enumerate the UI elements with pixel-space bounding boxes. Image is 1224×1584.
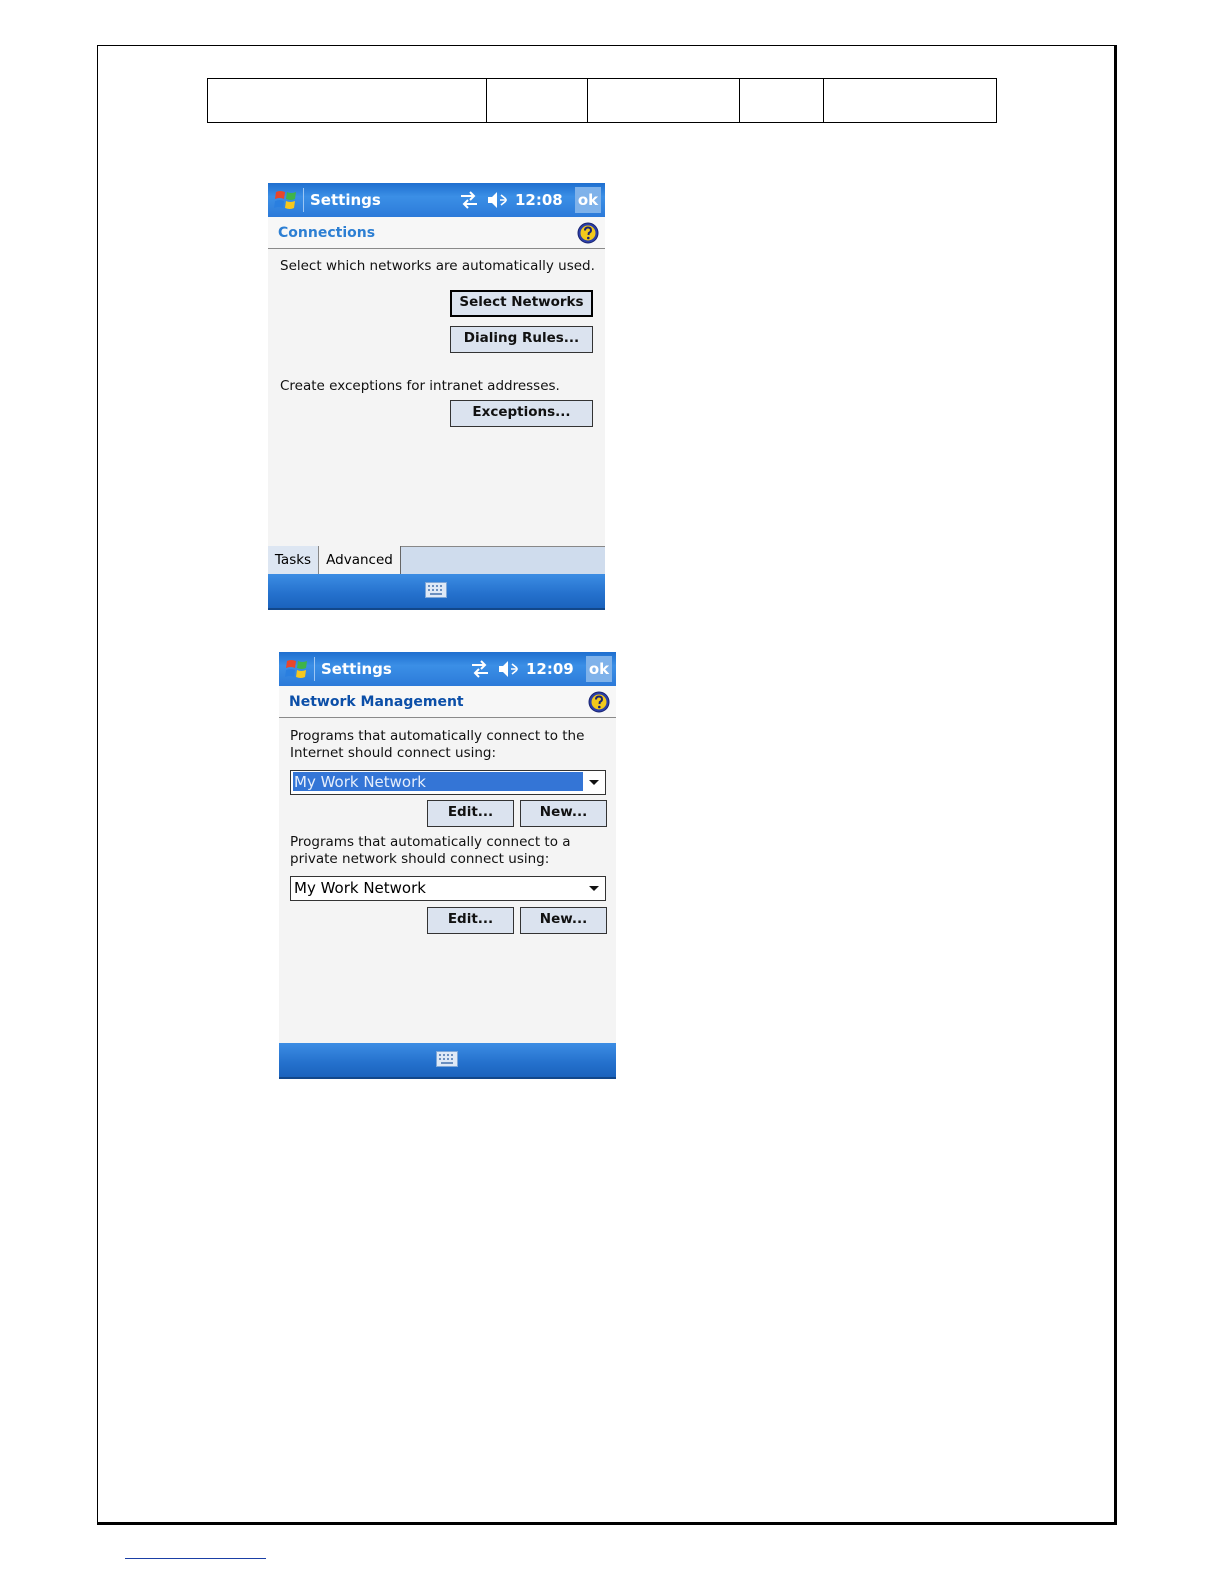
connectivity-icon[interactable] — [458, 190, 480, 210]
title-separator — [303, 188, 304, 212]
page-header — [279, 686, 616, 718]
internet-network-dropdown[interactable] — [290, 770, 606, 795]
exceptions-button[interactable]: Exceptions... — [450, 400, 593, 427]
title-bar — [279, 652, 616, 686]
private-edit-button[interactable]: Edit... — [427, 907, 514, 934]
network-management-screenshot — [279, 652, 616, 1079]
connections-screenshot — [268, 183, 605, 610]
app-title: Settings — [321, 660, 392, 678]
ok-button[interactable]: ok — [586, 656, 612, 682]
speaker-muted-icon[interactable] — [486, 190, 510, 210]
connectivity-icon[interactable] — [469, 659, 491, 679]
help-icon[interactable] — [588, 691, 610, 713]
private-network-value: My Work Network — [294, 879, 426, 897]
tab-tasks[interactable]: Tasks — [268, 546, 319, 576]
private-new-button[interactable]: New... — [520, 907, 607, 934]
private-description-line: Programs that automatically connect to a — [290, 834, 571, 850]
internet-description-line: Programs that automatically connect to the — [290, 728, 585, 744]
page-title: Network Management — [289, 694, 464, 710]
header-cell — [487, 79, 588, 123]
header-cell — [740, 79, 824, 123]
networks-description: Select which networks are automatically used. — [280, 258, 595, 274]
internet-description — [290, 728, 584, 762]
internet-network-value: My Work Network — [293, 772, 583, 791]
select-networks-button[interactable]: Select Networks — [450, 290, 593, 317]
windows-flag-icon[interactable] — [273, 187, 299, 213]
tab-strip — [268, 546, 605, 577]
footer-rule — [125, 1558, 266, 1559]
internet-description-line: Internet should connect using: — [290, 745, 497, 761]
page-header — [268, 217, 605, 249]
header-table — [207, 78, 997, 123]
header-cell — [824, 79, 997, 123]
page-title: Connections — [278, 225, 376, 241]
private-description-line: private network should connect using: — [290, 851, 550, 867]
title-separator — [314, 657, 315, 681]
soft-key-bar — [268, 574, 605, 610]
header-cell — [208, 79, 487, 123]
exceptions-description: Create exceptions for intranet addresses. — [280, 378, 560, 394]
clock[interactable]: 12:08 — [515, 191, 563, 209]
help-icon[interactable] — [577, 222, 599, 244]
dialing-rules-button[interactable]: Dialing Rules... — [450, 326, 593, 353]
private-network-dropdown[interactable] — [290, 876, 606, 901]
internet-edit-button[interactable]: Edit... — [427, 800, 514, 827]
internet-new-button[interactable]: New... — [520, 800, 607, 827]
header-cell — [588, 79, 740, 123]
tab-advanced[interactable]: Advanced — [319, 546, 401, 577]
app-title: Settings — [310, 191, 381, 209]
soft-key-bar — [279, 1043, 616, 1079]
title-bar — [268, 183, 605, 217]
windows-flag-icon[interactable] — [284, 656, 310, 682]
chevron-down-icon[interactable] — [585, 773, 603, 791]
keyboard-icon[interactable] — [436, 1051, 458, 1067]
ok-button[interactable]: ok — [575, 187, 601, 213]
chevron-down-icon[interactable] — [585, 879, 603, 897]
private-description — [290, 834, 571, 868]
clock[interactable]: 12:09 — [526, 660, 574, 678]
speaker-muted-icon[interactable] — [497, 659, 521, 679]
keyboard-icon[interactable] — [425, 582, 447, 598]
